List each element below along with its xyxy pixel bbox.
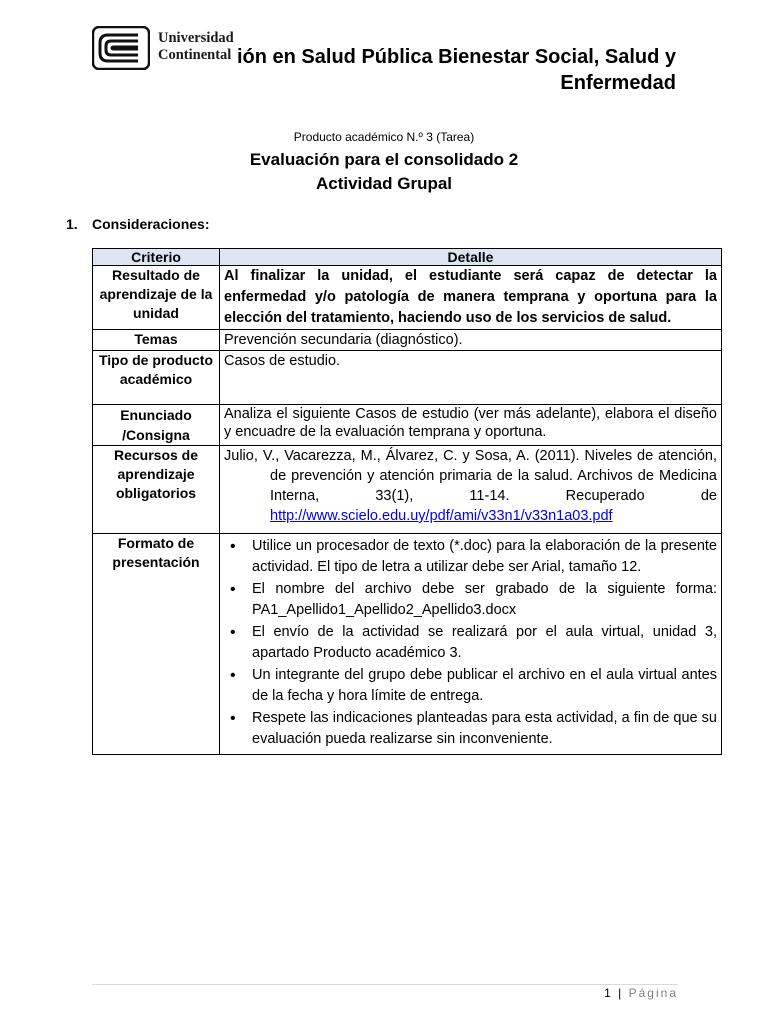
reference-link[interactable]: http://www.scielo.edu.uy/pdf/ami/v33n1/v33n1a03.pdf xyxy=(270,508,613,524)
section-title: Consideraciones: xyxy=(92,216,210,232)
document-title-line-1: Evaluación para el consolidado 2 xyxy=(249,150,519,169)
format-list xyxy=(224,536,717,750)
document-title xyxy=(0,148,768,196)
header-criterio: Criterio xyxy=(93,249,220,266)
table-row xyxy=(93,405,722,446)
criterio-cell: Temas xyxy=(93,330,220,351)
section-number: 1. xyxy=(66,216,78,232)
criterio-cell: Recursos de aprendizaje obligatorios xyxy=(93,446,220,534)
criteria-table xyxy=(92,248,722,755)
document-subtitle: Producto académico N.º 3 (Tarea) xyxy=(293,130,475,144)
reference-text: Julio, V., Vacarezza, M., Álvarez, C. y Sosa, A. (2011). Niveles de atención, de prevención y atención primaria de la salud. Archivos de Medicina Interna, 33(1), 11-14. Recuperado de xyxy=(224,448,717,504)
detalle-cell xyxy=(220,446,722,534)
document-title-line-2: Actividad Grupal xyxy=(315,174,453,193)
detalle-cell: Al finalizar la unidad, el estudiante será capaz de detectar la enfermedad y/o patología de manera temprana y oportuna para la elección del tratamiento, haciendo uso de los servicios de salud. xyxy=(220,266,722,330)
table-header-row xyxy=(93,249,722,266)
footer-separator: | xyxy=(618,986,624,1000)
list-item: • Respete las indicaciones planteadas para esta actividad, a fin de que su evaluación pueda realizarse sin inconveniente. xyxy=(252,708,717,750)
course-title: ión en Salud Pública Bienestar Social, Salud y Enfermedad xyxy=(236,46,676,94)
page-label: Página xyxy=(628,986,678,1000)
logo-line-1: Universidad xyxy=(158,30,234,46)
criterio-cell: Resultado de aprendizaje de la unidad xyxy=(93,266,220,330)
footer-divider xyxy=(92,984,678,985)
detalle-cell: Analiza el siguiente Casos de estudio (ver más adelante), elabora el diseño y encuadre de la evaluación temprana y oportuna. xyxy=(220,405,722,446)
header-detalle: Detalle xyxy=(220,249,722,266)
university-logo-icon xyxy=(92,26,150,70)
detalle-cell xyxy=(220,534,722,755)
table-row xyxy=(93,266,722,330)
table-row xyxy=(93,446,722,534)
page-number: 1 xyxy=(604,986,613,1000)
table-row xyxy=(93,330,722,351)
detalle-cell: Prevención secundaria (diagnóstico). xyxy=(220,330,722,351)
list-item: • El nombre del archivo debe ser grabado de la siguiente forma: PA1_Apellido1_Apellido2_Apellido3.docx xyxy=(252,579,717,621)
page-footer xyxy=(604,986,678,1000)
criterio-cell: Tipo de producto académico xyxy=(93,351,220,405)
list-item: • Utilice un procesador de texto (*.doc) para la elaboración de la presente actividad. El tipo de letra a utilizar debe ser Arial, tamaño 12. xyxy=(252,536,717,578)
table-row xyxy=(93,534,722,755)
list-item: • Un integrante del grupo debe publicar el archivo en el aula virtual antes de la fecha y hora límite de entrega. xyxy=(252,665,717,707)
table-row xyxy=(93,351,722,405)
criterio-cell: Enunciado /Consigna xyxy=(93,405,220,446)
list-item: • El envío de la actividad se realizará por el aula virtual, unidad 3, apartado Producto académico 3. xyxy=(252,622,717,664)
reference-citation xyxy=(224,446,717,526)
criterio-cell: Formato de presentación xyxy=(93,534,220,755)
detalle-cell: Casos de estudio. xyxy=(220,351,722,405)
section-heading xyxy=(66,216,209,232)
logo-line-2: Continental xyxy=(158,47,232,63)
